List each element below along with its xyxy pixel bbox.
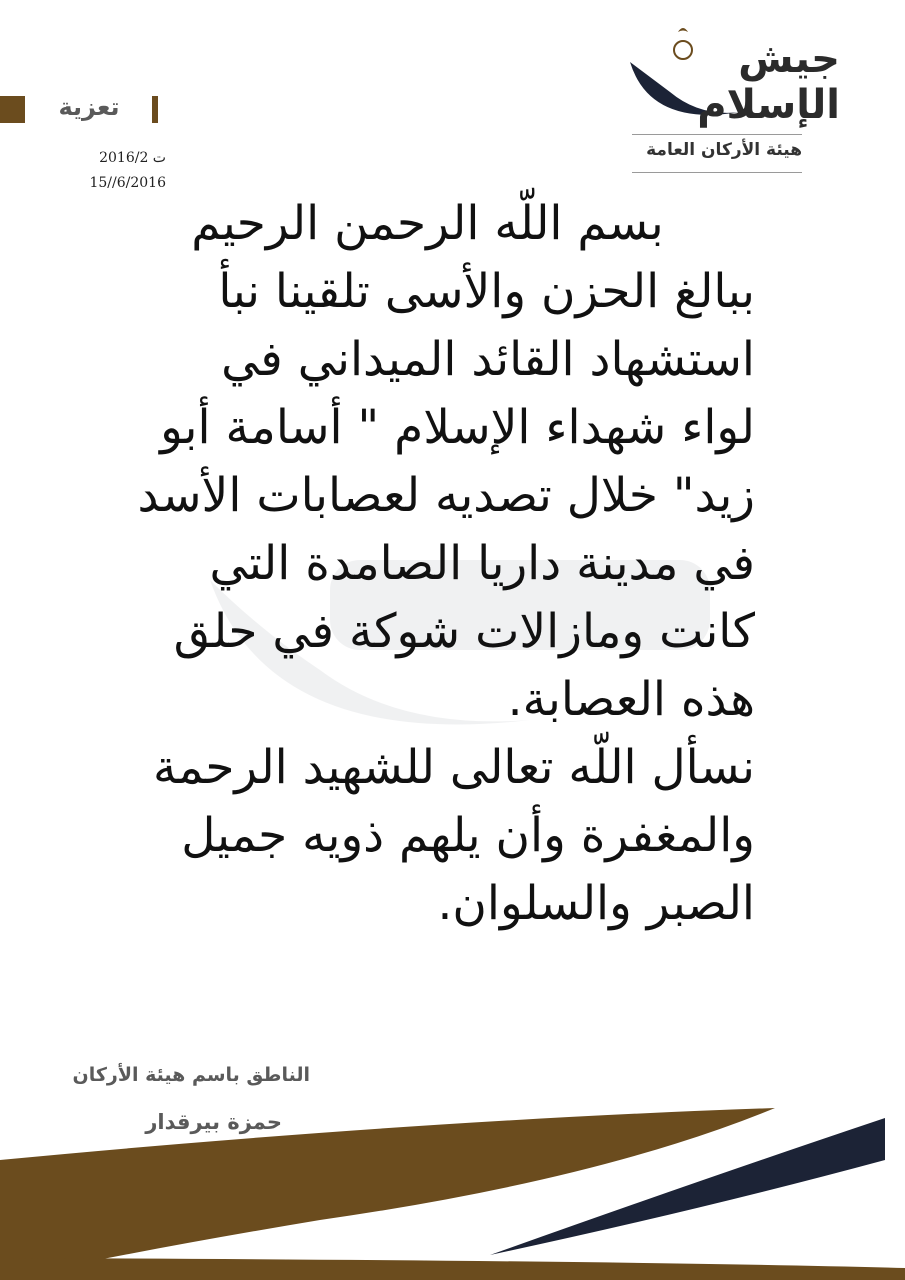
document-type-label: تعزية xyxy=(58,93,120,121)
body-line: والمغفرة وأن يلهم ذويه جميل xyxy=(181,808,755,863)
logo-wordmark: جيش الإسلام xyxy=(697,36,840,128)
speaker-title: الناطق باسم هيئة الأركان xyxy=(72,1064,310,1086)
org-name: هيئة الأركان العامة xyxy=(646,140,802,160)
condolence-body xyxy=(100,190,755,938)
footer-wave-graphic xyxy=(0,1100,905,1280)
label-accent-block xyxy=(0,96,25,123)
organization-logo xyxy=(590,22,850,128)
label-divider-bar xyxy=(152,96,158,123)
org-bottom-rule xyxy=(632,172,802,173)
footer-decoration xyxy=(0,1100,905,1280)
body-line: كانت ومازالات شوكة في حلق xyxy=(173,604,755,659)
body-line: لواء شهداء الإسلام " أسامة أبو xyxy=(160,400,755,455)
org-top-rule xyxy=(632,134,802,135)
body-line: زيد" خلال تصديه لعصابات الأسد xyxy=(137,468,755,523)
body-line: هذه العصابة. xyxy=(507,672,755,727)
body-line: الصبر والسلوان. xyxy=(437,876,755,931)
body-line: في مدينة داريا الصامدة التي xyxy=(209,536,755,591)
body-line: ببالغ الحزن والأسى تلقينا نبأ xyxy=(218,264,755,319)
reference-date: 15//6/2016 xyxy=(89,175,166,191)
basmala: بسم اللّه الرحمن الرحيم xyxy=(191,196,664,251)
body-line: استشهاد القائد الميداني في xyxy=(221,332,755,387)
speaker-name: حمزة بيرقدار xyxy=(145,1110,282,1134)
body-line: نسأل اللّه تعالى للشهيد الرحمة xyxy=(152,740,755,795)
reference-number: ت 2016/2 xyxy=(99,150,166,166)
